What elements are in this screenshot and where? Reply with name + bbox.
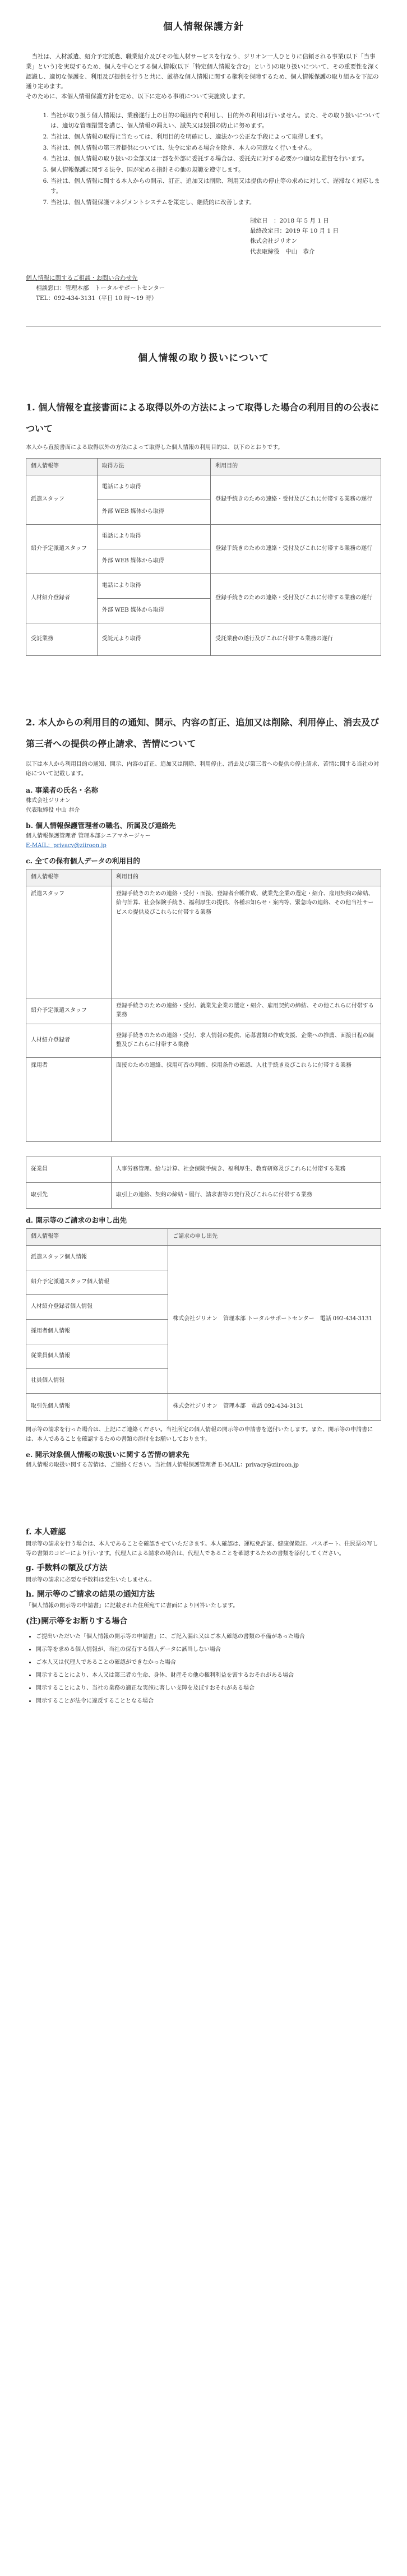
table-cell: 取引先	[26, 1182, 112, 1208]
table-row	[26, 1057, 381, 1141]
table-cell: 株式会社ジリオン 管理本部 電話 092-434-3131	[168, 1393, 381, 1420]
complaint-contact: 個人情報の取扱い関する苦情は、ご連絡ください。当社個人情報保護管理者 E-MAIL：privacy@ziiroon.jp	[26, 1462, 299, 1468]
table-cell: 受託業務	[26, 623, 98, 655]
table-row	[26, 475, 381, 500]
notification-body: 「個人情報の開示等の申請書」に記載された住所宛てに書面により回答いたします。	[26, 1603, 239, 1610]
column-header: 取得方法	[97, 459, 211, 475]
policy-item: 4. 当社は、個人情報の取り扱いの全部又は一部を外部に委託する場合は、委託先に対する必要かつ適切な監督を行います。	[50, 154, 381, 164]
policy-item: 5. 個人情報保護に関する法令、国が定める指針その他の規範を遵守します。	[50, 165, 381, 175]
acquisition-table	[26, 458, 381, 656]
policy-signature	[26, 216, 381, 257]
section-1-intro: 本人から直接書面による取得以外の方法によって取得した個人情報の利用目的は、以下のとおりです。	[26, 445, 284, 451]
list-item: • 開示することが法令に違反することとなる場合	[36, 1696, 381, 1706]
handling-title: 個人情報の取り扱いについて	[138, 352, 269, 364]
table-cell: 紹介予定派遣スタッフ	[26, 524, 98, 574]
table-cell: 登録手続きのための連絡・受付・面接、登録者台帳作成、就業先企業の選定・紹介、雇用契約の締結、給与計算、社会保険手続き、福利厚生の提供、各種お知らせ・案内等、緊急時の連絡、その他当社サービスの提供及びこれらに付帯する業務	[111, 886, 381, 998]
manager-email-link[interactable]: E-MAIL：privacy@ziiroon.jp	[26, 843, 107, 849]
established-date: 制定日 ：2018 年 5 月 1 日	[250, 217, 329, 224]
company-name: 株式会社ジリオン	[26, 797, 71, 804]
subsection-a-title: a. 事業者の氏名・名称	[26, 785, 99, 794]
column-header: 個人情報等	[26, 459, 98, 475]
table-cell: 人事労務管理、給与計算、社会保険手続き、福利厚生、教育研修及びこれらに付帯する業務	[111, 1157, 381, 1182]
table-cell: 派遣スタッフ	[26, 475, 98, 524]
table-cell: 紹介予定派遣スタッフ個人情報	[26, 1270, 168, 1294]
column-header: 利用目的	[211, 459, 381, 475]
policy-item: 7. 当社は、個人情報保護マネジメントシステムを策定し、継続的に改善します。	[50, 198, 381, 208]
policy-list	[26, 111, 381, 208]
representative: 代表取締役 中山 恭介	[26, 807, 80, 813]
list-item: • 開示することにより、本人又は第三者の生命、身体、財産その他の権利利益を害するおそれがある場合	[36, 1671, 381, 1680]
policy-title: 個人情報保護方針	[163, 21, 244, 33]
list-item: • 開示することにより、当社の業務の適正な実施に著しい支障を及ぼすおそれがある場合	[36, 1684, 381, 1693]
table-header-row	[26, 870, 381, 886]
table-cell: 紹介予定派遣スタッフ	[26, 998, 112, 1024]
contact-heading[interactable]: 個人情報に関するご相談・お問い合わせ先	[26, 275, 138, 282]
table-cell: 人材紹介登録者個人情報	[26, 1294, 168, 1319]
section-2-intro: 以下は本人から利用目的の通知、開示、内容の訂正、追加又は削除、利用停止、消去及び第三者への提供の停止請求、苦情に関する当社の対応について記載します。	[26, 761, 379, 777]
column-header: 個人情報等	[26, 870, 112, 886]
table-header-row	[26, 459, 381, 475]
table-cell: 登録手続きのための連絡・受付及びこれに付帯する業務の遂行	[211, 475, 381, 524]
table-cell: 人材紹介登録者	[26, 1024, 112, 1057]
table-cell: 外部 WEB 媒体から取得	[97, 598, 211, 623]
purpose-table	[26, 869, 381, 1142]
policy-item: 2. 当社は、個人情報の取得に当たっては、利用目的を明確にし、適法かつ公正な手段によって取得します。	[50, 132, 381, 142]
table-header-row	[26, 1229, 381, 1246]
table-row	[26, 1157, 381, 1182]
table-cell: 外部 WEB 媒体から取得	[97, 500, 211, 524]
subsection-f-title: f. 本人確認	[26, 1527, 66, 1537]
policy-item: 6. 当社は、個人情報に関する本人からの開示、訂正、追加又は削除、利用又は提供の停止等の求めに対して、遅滞なく対応します。	[50, 177, 381, 197]
table-row	[26, 1393, 381, 1420]
policy-item: 3. 当社は、個人情報の第三者提供については、法令に定める場合を除き、本人の同意なく行いません。	[50, 144, 381, 154]
refusal-title: (注)開示等をお断りする場合	[26, 1617, 128, 1626]
request-destination-table	[26, 1228, 381, 1421]
contact-dept: 相談窓口：管理本部 トータルサポートセンター	[36, 285, 165, 292]
purpose-table-continued	[26, 1157, 381, 1209]
table-cell: 外部 WEB 媒体から取得	[97, 549, 211, 574]
table-cell: 登録手続きのための連絡・受付、就業先企業の選定・紹介、雇用契約の締結、その他これらに付帯する業務	[111, 998, 381, 1024]
policy-item: 1. 当社が取り扱う個人情報は、業務遂行上の目的の範囲内で利用し、目的外の利用は行いません。また、その取り扱いについては、適切な管理措置を講じ、個人情報の漏えい、滅失又は毀損の防止に努めます。	[50, 111, 381, 131]
table-cell: 電話により取得	[97, 574, 211, 598]
representative: 代表取締役 中山 恭介	[250, 248, 315, 255]
table-cell: 取引先個人情報	[26, 1393, 168, 1420]
subsection-g-title: g. 手数料の額及び方法	[26, 1563, 108, 1573]
table-cell: 電話により取得	[97, 524, 211, 549]
subsection-h-title: h. 開示等のご請求の結果の通知方法	[26, 1589, 155, 1599]
request-note: 開示等の請求を行った場合は、上記にご連絡ください。当社所定の個人情報の開示等の申請書を送付いたします。また、開示等の申請書には、本人であることを確認するための書類の添付をお願いしております。	[26, 1426, 373, 1442]
policy-contact	[26, 274, 381, 304]
refusal-list	[26, 1632, 381, 1706]
table-cell: 社員個人情報	[26, 1368, 168, 1393]
table-cell: 受託業務の遂行及びこれに付帯する業務の遂行	[211, 623, 381, 655]
table-cell: 人材紹介登録者	[26, 574, 98, 623]
list-item: • ご提出いただいた「個人情報の開示等の申請書」に、ご記入漏れ又はご本人確認の書類の不備があった場合	[36, 1632, 381, 1641]
table-cell: 登録手続きのための連絡・受付及びこれに付帯する業務の遂行	[211, 574, 381, 623]
table-cell: 登録手続きのための連絡・受付及びこれに付帯する業務の遂行	[211, 524, 381, 574]
table-row	[26, 1245, 381, 1270]
policy-intro: 当社は、人材派遣、紹介予定派遣、職業紹介及びその他人材サービスを行なう、ジリオン一人ひとりに信頼される事業(以下「当事業」という)を実現するため、個人を中心とする個人情報(以下「特定個人情報を含む」という)の取り扱いについて、その重要性を深く認識し、適切な保護を、利用及び提供を行うと共に、厳格な個人情報に関する権利を保障するため、個人情報保護の取り組みを下記の通り定めます。	[26, 53, 380, 90]
revised-date: 最終改定日：2019 年 10 月 1 日	[250, 228, 339, 235]
policy-intro-tail: そのために、本個人情報保護方針を定め、以下に定める事項について実施致します。	[26, 93, 249, 100]
column-header: ご請求の申し出先	[168, 1229, 381, 1246]
table-cell: 受託元より取得	[97, 623, 211, 655]
manager-title: 個人情報保護管理者 管理本部シニアマネージャー	[26, 833, 151, 840]
section-2-title: 2. 本人からの利用目的の通知、開示、内容の訂正、追加又は削除、利用停止、消去及び第三者への提供の停止請求、苦情について	[26, 716, 380, 750]
subsection-e-title: e. 開示対象個人情報の取扱いに関する苦情の請求先	[26, 1450, 189, 1459]
list-item: • ご本人又は代理人であることの確認ができなかった場合	[36, 1658, 381, 1667]
table-cell: 株式会社ジリオン 管理本部 トータルサポートセンター 電話 092-434-3131	[168, 1245, 381, 1393]
table-row	[26, 524, 381, 549]
table-cell: 採用者個人情報	[26, 1319, 168, 1344]
table-row	[26, 1024, 381, 1057]
table-cell: 登録手続きのための連絡・受付、求人情報の提供、応募書類の作成支援、企業への推薦、面接日程の調整及びこれらに付帯する業務	[111, 1024, 381, 1057]
subsection-d-title: d. 開示等のご請求のお申し出先	[26, 1215, 127, 1224]
fee-body: 開示等の請求に必要な手数料は発生いたしません。	[26, 1576, 155, 1583]
table-row	[26, 623, 381, 655]
subsection-b-title: b. 個人情報保護管理者の職名、所属及び連絡先	[26, 821, 176, 830]
subsection-c-title: c. 全ての保有個人データの利用目的	[26, 857, 140, 866]
table-cell: 面接のための連絡、採用可否の判断、採用条件の確認、入社手続き及びこれらに付帯する業務	[111, 1057, 381, 1141]
table-cell: 電話により取得	[97, 475, 211, 500]
table-cell: 取引上の連絡、契約の締結・履行、請求書等の発行及びこれらに付帯する業務	[111, 1182, 381, 1208]
column-header: 利用目的	[111, 870, 381, 886]
column-header: 個人情報等	[26, 1229, 168, 1246]
table-cell: 採用者	[26, 1057, 112, 1141]
table-row	[26, 1182, 381, 1208]
table-row	[26, 886, 381, 998]
identity-check-body: 開示等の請求を行う場合は、本人であることを確認させていただきます。本人確認は、運転免許証、健康保険証、パスポート、住民票の写し等の書類のコピーにより行います。代理人による請求の場合は、代理人であることを確認するための書類を添付してください。	[26, 1541, 378, 1557]
table-cell: 派遣スタッフ個人情報	[26, 1245, 168, 1270]
table-row	[26, 574, 381, 598]
contact-tel: TEL：092-434-3131（平日 10 時〜19 時）	[36, 294, 158, 302]
table-cell: 従業員	[26, 1157, 112, 1182]
table-row	[26, 998, 381, 1024]
table-cell: 派遣スタッフ	[26, 886, 112, 998]
table-cell: 従業員個人情報	[26, 1344, 168, 1368]
section-1-title: 1. 個人情報を直接書面による取得以外の方法によって取得した場合の利用目的の公表について	[26, 401, 380, 434]
company-name: 株式会社ジリオン	[250, 238, 297, 245]
list-item: • 開示等を求める個人情報が、当社の保有する個人データに該当しない場合	[36, 1645, 381, 1654]
